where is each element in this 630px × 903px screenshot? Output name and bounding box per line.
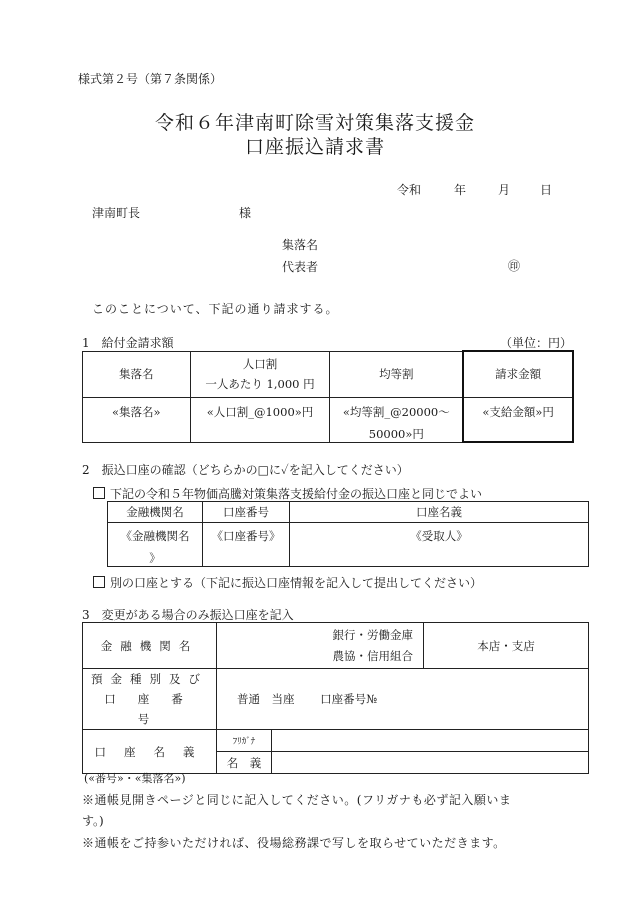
header-per-capita: 人口割 一人あたり 1,000 円: [190, 351, 330, 397]
furigana-label: ﾌﾘｶﾞﾅ: [217, 730, 272, 752]
label-bank: 金融機関名: [83, 623, 217, 669]
previous-account-table: [107, 501, 589, 567]
cell-account: 《口座番号》: [203, 523, 290, 567]
date-year: 年: [454, 183, 467, 197]
request-text: このことについて、下記の通り請求する。: [92, 302, 339, 316]
cell-per-capita: «人口割_@1000»円: [190, 397, 330, 442]
form-number: 様式第２号（第７条関係）: [78, 72, 223, 86]
note2: ※通帳をご持参いただければ、役場総務課で写しを取らせていただきます。: [82, 836, 506, 850]
checkbox-same-account[interactable]: [93, 487, 105, 499]
section2-heading: 2 振込口座の確認（どちらかの□に✓を記入してください）: [82, 463, 409, 477]
date-month: 月: [498, 183, 511, 197]
label-deposit: 預金種別及び 口座番号: [83, 669, 217, 730]
note1-line2: す。): [82, 814, 104, 828]
addressee: 津南町長: [92, 206, 141, 220]
section3-heading: 3 変更がある場合のみ振込口座を記入: [82, 608, 294, 622]
furigana-field[interactable]: [272, 730, 589, 752]
header-holder: 口座名義: [290, 502, 589, 523]
rep-label: 代表者: [282, 260, 319, 274]
header-bank: 金融機関名: [108, 502, 203, 523]
label-holder: 口座名義: [83, 730, 217, 774]
bank-types: 銀行・労働金庫 農協・信用組合: [217, 623, 424, 669]
title-line1: 令和６年津南町除雪対策集落支援金: [154, 112, 475, 134]
date-day: 日: [540, 183, 553, 197]
section1-heading: 1 給付金請求額: [82, 336, 174, 350]
header-account: 口座番号: [203, 502, 290, 523]
header-equal: 均等割: [330, 351, 463, 397]
cell-total: «支給金額»円: [463, 397, 573, 442]
date-era: 令和: [397, 183, 422, 197]
amount-table: [82, 350, 574, 443]
cell-equal: «均等割_@20000～ 50000»円: [330, 397, 463, 442]
unit-label: （単位：円）: [500, 336, 573, 350]
ref-note: («番号»・«集落名»): [84, 772, 186, 785]
option-other-account[interactable]: 別の口座とする（下記に振込口座情報を記入して提出してください）: [93, 574, 482, 591]
deposit-field[interactable]: 普通 当座 口座番号№: [217, 669, 589, 730]
cell-holder: 《受取人》: [290, 523, 589, 567]
note1-line1: ※通帳見開きページと同じに記入してください。(フリガナも必ず記入願いま: [82, 793, 512, 807]
checkbox-other-account[interactable]: [93, 576, 105, 588]
cell-village: «集落名»: [83, 397, 191, 442]
branch: 本店・支店: [424, 623, 589, 669]
seal-mark: ㊞: [508, 259, 521, 273]
cell-bank: 《金融機関名 》: [108, 523, 203, 567]
title-line2: 口座振込請求書: [244, 136, 385, 158]
name-field[interactable]: [272, 752, 589, 774]
header-total: 請求金額: [463, 351, 573, 397]
new-account-table: [82, 622, 589, 774]
name-label: 名 義: [217, 752, 272, 774]
honorific: 様: [239, 206, 252, 220]
header-village: 集落名: [83, 351, 191, 397]
village-label: 集落名: [282, 238, 319, 252]
option-same-account[interactable]: 下記の令和５年物価高騰対策集落支援給付金の振込口座と同じでよい: [93, 485, 482, 502]
